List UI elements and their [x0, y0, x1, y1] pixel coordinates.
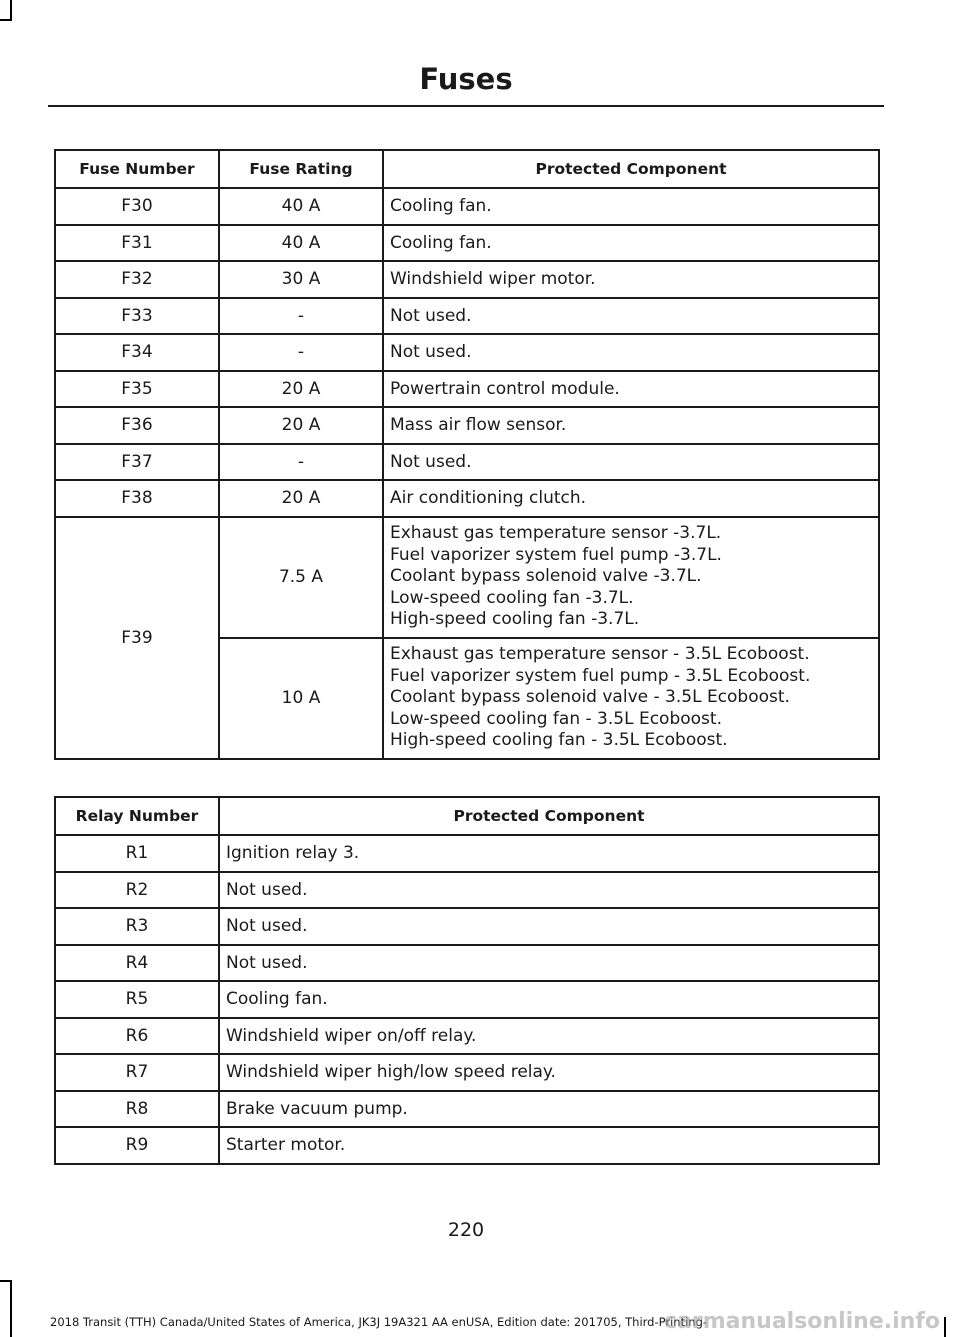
- table-row: [55, 407, 879, 444]
- relay-number-cell: R4: [55, 945, 219, 982]
- fuse-number-cell: F37: [55, 444, 219, 481]
- table-row: [55, 945, 879, 982]
- component-line: High-speed cooling fan - 3.5L Ecoboost.: [390, 730, 728, 751]
- fuse-rating-cell: 20 A: [219, 407, 383, 444]
- fuse-number-cell: F36: [55, 407, 219, 444]
- watermark: carmanualsonline.info: [664, 1309, 940, 1334]
- component-line: Coolant bypass solenoid valve -3.7L.: [390, 566, 702, 587]
- relay-number-cell: R6: [55, 1018, 219, 1055]
- fuse-number-cell: F32: [55, 261, 219, 298]
- column-header: Relay Number: [55, 797, 219, 835]
- column-header: Protected Component: [219, 797, 879, 835]
- fuse-number-cell: F35: [55, 371, 219, 408]
- protected-component-cell: Cooling fan.: [383, 188, 879, 225]
- fuse-rating-cell: -: [219, 334, 383, 371]
- footer-text: 2018 Transit (TTH) Canada/United States of America, JK3J 19A321 AA enUSA, Edition date: 201705, Third-Printing-: [50, 1315, 708, 1329]
- protected-component-cell: Cooling fan.: [383, 225, 879, 262]
- protected-component-cell: Cooling fan.: [219, 981, 879, 1018]
- table-row: [55, 1054, 879, 1091]
- fuse-number-cell: F34: [55, 334, 219, 371]
- fuse-number-cell: F33: [55, 298, 219, 335]
- page-number: 220: [447, 1219, 485, 1241]
- fuse-rating-cell: 7.5 A: [219, 517, 383, 638]
- table-row: [55, 981, 879, 1018]
- crop-mark: [10, 1280, 12, 1337]
- protected-component-cell: Not used.: [219, 908, 879, 945]
- protected-component-cell: [383, 638, 879, 759]
- component-line: Exhaust gas temperature sensor -3.7L.: [390, 523, 722, 544]
- fuse-number-cell: F39: [55, 517, 219, 759]
- component-line: High-speed cooling fan -3.7L.: [390, 609, 640, 630]
- fuse-rating-cell: -: [219, 298, 383, 335]
- protected-component-cell: Ignition relay 3.: [219, 835, 879, 872]
- protected-component-cell: Mass air flow sensor.: [383, 407, 879, 444]
- relay-number-cell: R7: [55, 1054, 219, 1091]
- table-row: [55, 298, 879, 335]
- protected-component-cell: [383, 517, 879, 638]
- table-row: [55, 835, 879, 872]
- fuse-table: [54, 149, 880, 760]
- protected-component-cell: Not used.: [219, 872, 879, 909]
- component-line: Exhaust gas temperature sensor - 3.5L Ecoboost.: [390, 644, 810, 665]
- column-header: Fuse Rating: [219, 150, 383, 188]
- protected-component-cell: Not used.: [383, 334, 879, 371]
- table-row: [55, 1018, 879, 1055]
- fuse-rating-cell: 10 A: [219, 638, 383, 759]
- table-row: [55, 872, 879, 909]
- title-divider: [48, 105, 884, 107]
- protected-component-cell: Air conditioning clutch.: [383, 480, 879, 517]
- table-row-f39-a: [55, 517, 879, 638]
- relay-number-cell: R2: [55, 872, 219, 909]
- table-row: [55, 371, 879, 408]
- fuse-rating-cell: 40 A: [219, 188, 383, 225]
- component-line: Low-speed cooling fan - 3.5L Ecoboost.: [390, 708, 722, 729]
- protected-component-cell: Windshield wiper high/low speed relay.: [219, 1054, 879, 1091]
- component-line: Coolant bypass solenoid valve - 3.5L Ecoboost.: [390, 687, 790, 708]
- column-header: Fuse Number: [55, 150, 219, 188]
- fuse-rating-cell: -: [219, 444, 383, 481]
- protected-component-cell: Not used.: [219, 945, 879, 982]
- protected-component-cell: Not used.: [383, 444, 879, 481]
- fuse-number-cell: F30: [55, 188, 219, 225]
- table-row: [55, 1091, 879, 1128]
- table-row: [55, 188, 879, 225]
- relay-number-cell: R8: [55, 1091, 219, 1128]
- crop-mark: [0, 1280, 12, 1282]
- crop-mark: [0, 19, 12, 21]
- protected-component-cell: Windshield wiper motor.: [383, 261, 879, 298]
- relay-number-cell: R1: [55, 835, 219, 872]
- component-line: Low-speed cooling fan -3.7L.: [390, 587, 634, 608]
- relay-number-cell: R3: [55, 908, 219, 945]
- protected-component-cell: Not used.: [383, 298, 879, 335]
- relay-number-cell: R9: [55, 1127, 219, 1164]
- fuse-rating-cell: 30 A: [219, 261, 383, 298]
- protected-component-cell: Brake vacuum pump.: [219, 1091, 879, 1128]
- crop-mark: [10, 0, 12, 20]
- fuse-rating-cell: 20 A: [219, 480, 383, 517]
- table-header-row: [55, 150, 879, 188]
- fuse-rating-cell: 20 A: [219, 371, 383, 408]
- protected-component-cell: Starter motor.: [219, 1127, 879, 1164]
- fuse-number-cell: F31: [55, 225, 219, 262]
- table-row: [55, 444, 879, 481]
- table-row: [55, 225, 879, 262]
- relay-table: [54, 796, 880, 1165]
- component-line: Fuel vaporizer system fuel pump - 3.5L Ecoboost.: [390, 665, 811, 686]
- table-row: [55, 908, 879, 945]
- component-line: Fuel vaporizer system fuel pump -3.7L.: [390, 544, 722, 565]
- protected-component-cell: Powertrain control module.: [383, 371, 879, 408]
- protected-component-cell: Windshield wiper on/off relay.: [219, 1018, 879, 1055]
- crop-mark: [944, 1317, 946, 1337]
- table-row: [55, 261, 879, 298]
- table-row: [55, 480, 879, 517]
- relay-number-cell: R5: [55, 981, 219, 1018]
- table-header-row: [55, 797, 879, 835]
- table-row: [55, 334, 879, 371]
- fuse-number-cell: F38: [55, 480, 219, 517]
- column-header: Protected Component: [383, 150, 879, 188]
- page-title: Fuses: [419, 62, 513, 96]
- fuse-rating-cell: 40 A: [219, 225, 383, 262]
- table-row: [55, 1127, 879, 1164]
